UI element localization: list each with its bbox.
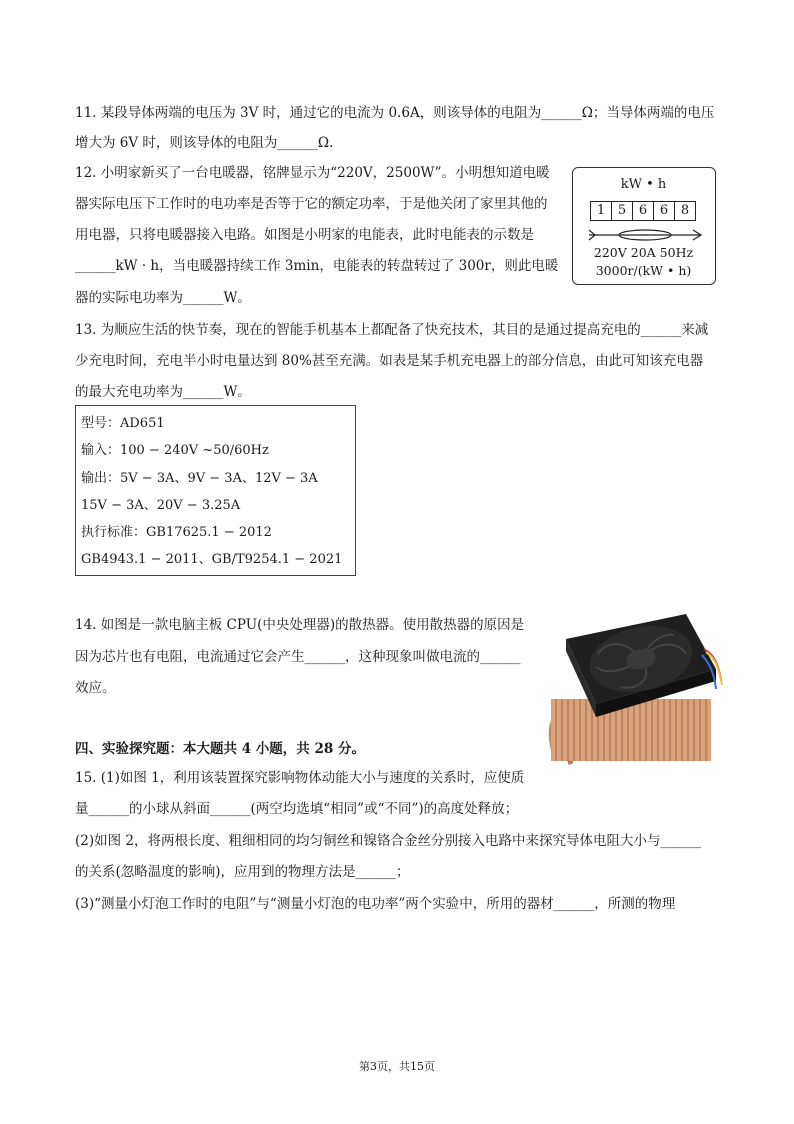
charger-spec-table <box>75 405 356 576</box>
q15-line2: 量______的小球从斜面______(两空均选填“相同”或“不同”)的高度处释放； <box>75 801 519 817</box>
spec-line: GB4943.1 − 2011、GB/T9254.1 − 2021 <box>81 552 343 567</box>
q13-line2: 少充电时间，充电半小时电量达到 80%甚至充满。如表是某手机充电器上的部分信息，由此可知该充电器 <box>75 353 704 369</box>
spec-line: 15V − 3A、20V − 3.25A <box>81 498 241 513</box>
meter-digit: 1 <box>591 202 612 220</box>
meter-digit: 6 <box>654 202 675 220</box>
q14-line2: 因为芯片也有电阻，电流通过它会产生______，这种现象叫做电流的______ <box>75 649 521 665</box>
meter-disk-arrow-icon <box>585 226 705 244</box>
meter-digit: 5 <box>612 202 633 220</box>
spec-line: 输入：100 − 240V ~50/60Hz <box>81 443 269 458</box>
q12-line1: 12. 小明家新买了一台电暖器，铭牌显示为“220V，2500W”。小明想知道电暖 <box>75 165 550 181</box>
q12-line4: ______kW · h，当电暖器持续工作 3min，电能表的转盘转过了 300r，则此电暖 <box>75 258 559 274</box>
spec-line: 执行标准：GB17625.1 − 2012 <box>81 525 272 540</box>
q12-line5: 器的实际电功率为______W。 <box>75 290 251 306</box>
meter-digit: 6 <box>633 202 654 220</box>
q13-line3: 的最大充电功率为______W。 <box>75 384 251 400</box>
meter-digits <box>590 201 696 221</box>
q13-line1: 13. 为顺应生活的快节奏，现在的智能手机基本上都配备了快充技术，其目的是通过提高充电的______来减 <box>75 322 709 338</box>
section-4-heading: 四、实验探究题：本大题共 4 小题，共 28 分。 <box>75 741 365 757</box>
spec-line: 型号：AD651 <box>81 416 165 431</box>
q12-line2: 器实际电压下工作时的电功率是否等于它的额定功率，于是他关闭了家里其他的 <box>75 196 548 212</box>
electric-meter-figure <box>572 167 716 285</box>
q15-line3: (2)如图 2，将两根长度、粗细相同的均匀铜丝和镍铬合金丝分别接入电路中来探究导体电阻大小与______ <box>75 833 702 849</box>
q14-line3: 效应。 <box>75 680 116 696</box>
spec-line: 输出：5V − 3A、9V − 3A、12V − 3A <box>81 471 318 486</box>
q15-line5: (3)“测量小灯泡工作时的电阻”与“测量小灯泡的电功率”两个实验中，所用的器材______，所测的物理 <box>75 896 676 912</box>
meter-constant: 3000r/(kW • h) <box>595 263 692 278</box>
q11-line2: 增大为 6V 时，则该导体的电阻为______Ω. <box>75 135 334 151</box>
page-footer: 第3页，共15页 <box>359 1060 435 1073</box>
meter-unit: kW • h <box>620 177 667 192</box>
q12-line3: 用电器，只将电暖器接入电路。如图是小明家的电能表，此时电能表的示数是 <box>75 227 534 243</box>
q15-line1: 15. (1)如图 1，利用该装置探究影响物体动能大小与速度的关系时，应使质 <box>75 770 525 786</box>
q14-line1: 14. 如图是一款电脑主板 CPU(中央处理器)的散热器。使用散热器的原因是 <box>75 617 525 633</box>
q15-line4: 的关系(忽略温度的影响)，应用到的物理方法是______； <box>75 864 410 880</box>
meter-rating: 220V 20A 50Hz <box>593 245 694 260</box>
meter-digit-boxed: 8 <box>675 202 695 220</box>
cpu-cooler-image <box>536 609 723 769</box>
q11-line1: 11. 某段导体两端的电压为 3V 时，通过它的电流为 0.6A，则该导体的电阻为______Ω；当导体两端的电压 <box>75 105 715 121</box>
